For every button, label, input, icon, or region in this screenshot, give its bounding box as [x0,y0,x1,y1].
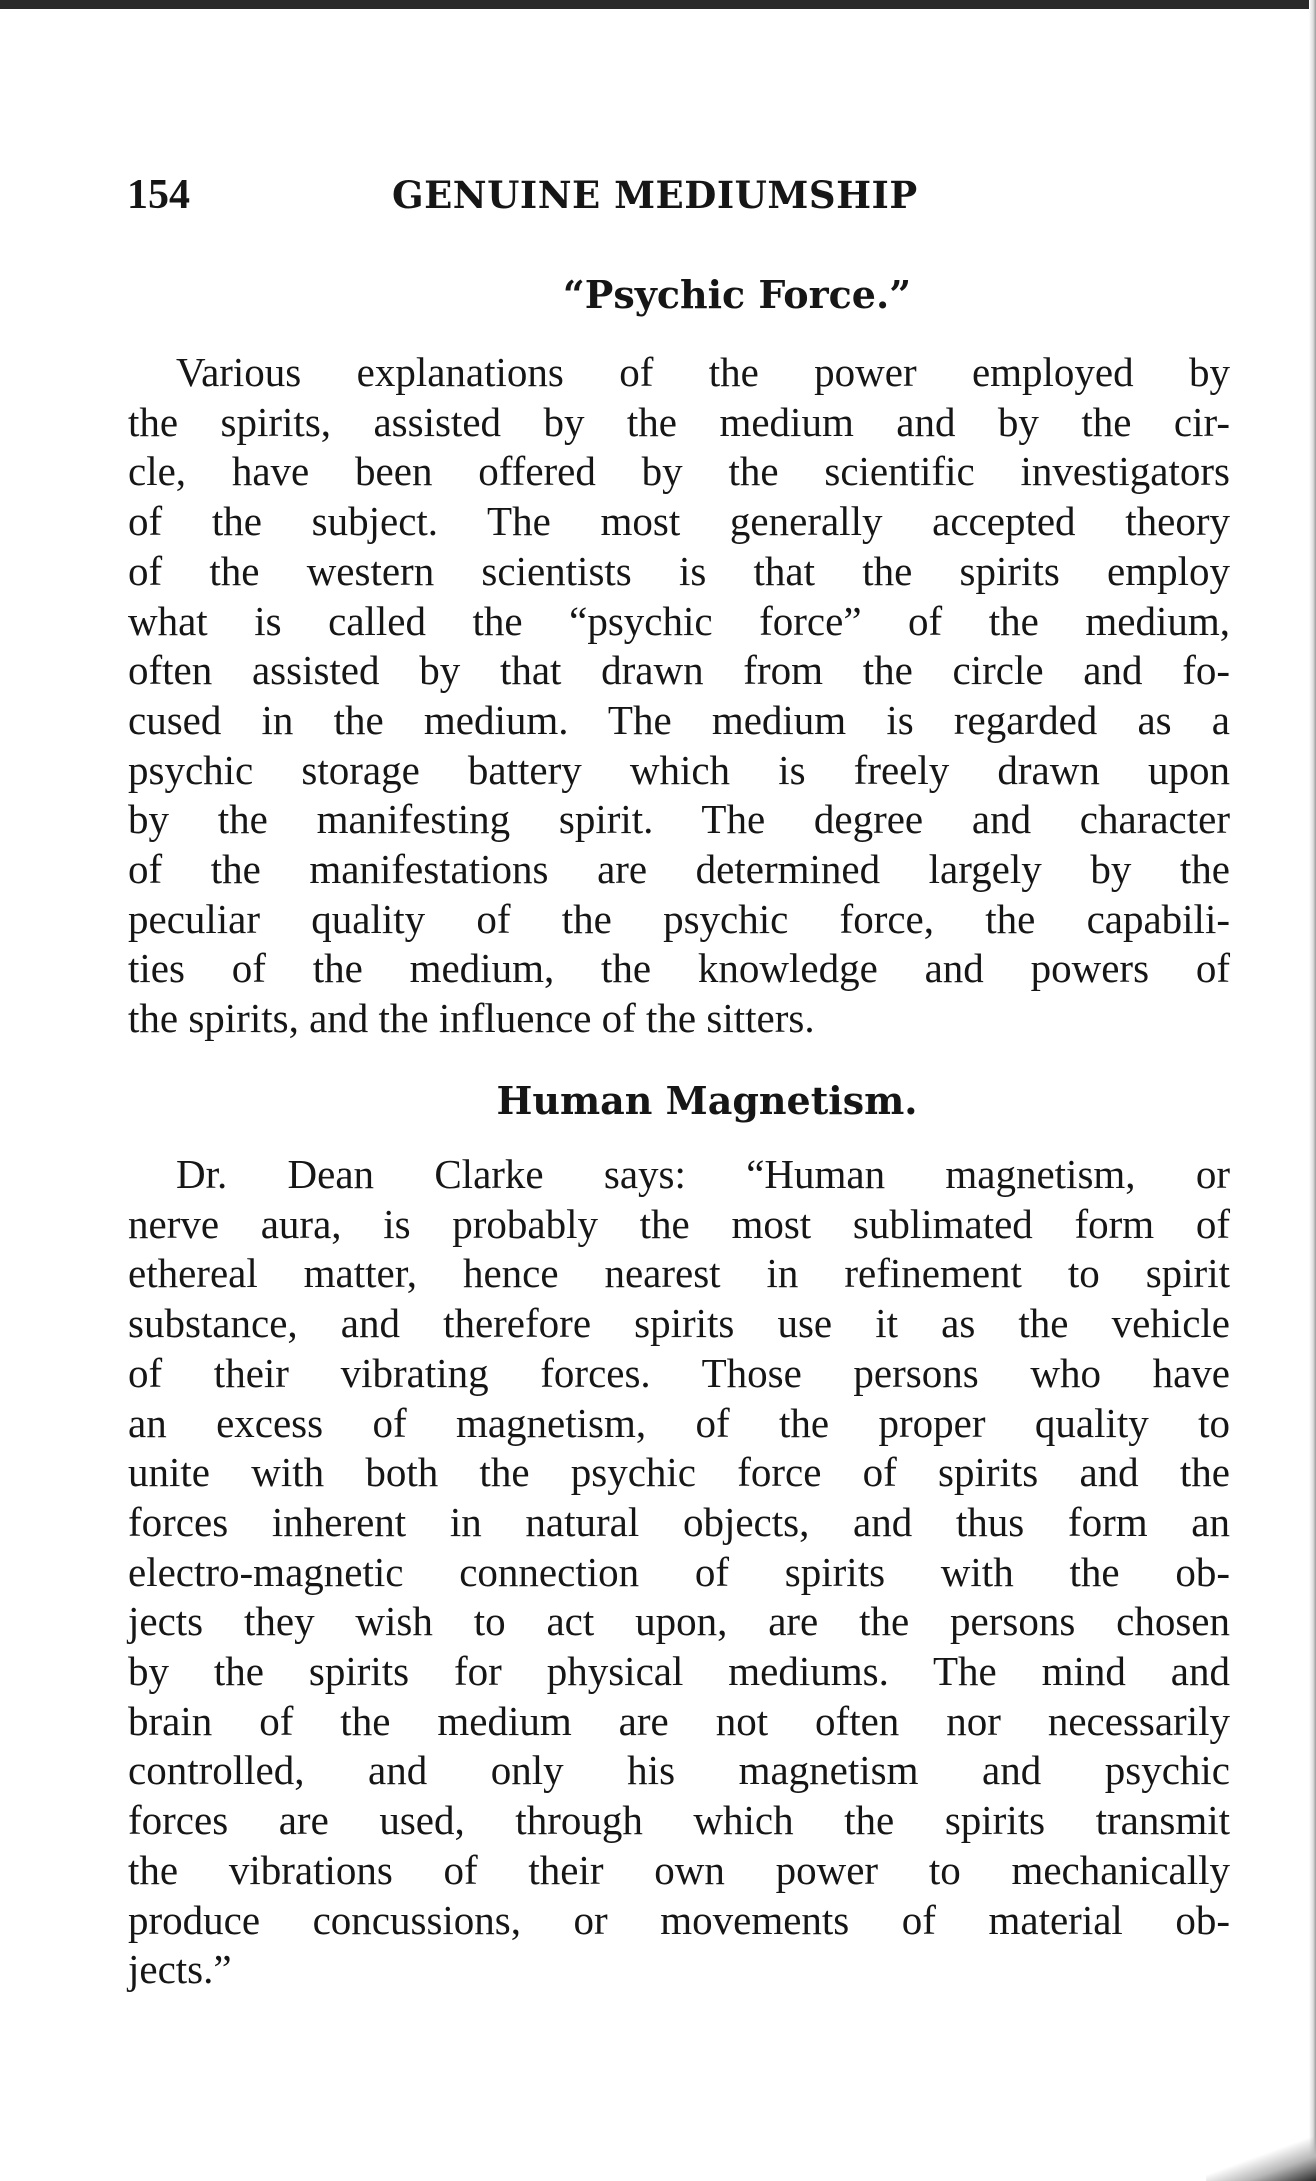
text-line: produce concussions, or movements of material ob- [128,1896,1230,1943]
page-number: 154 [127,172,190,218]
text-line: the spirits, and the influence of the sitters. [128,995,815,1042]
section-heading-human-magnetism: Human Magnetism. [496,1078,918,1123]
text-line: substance, and therefore spirits use it as the vehicle [128,1300,1230,1347]
text-line: ethereal matter, hence nearest in refinement to spirit [128,1250,1230,1297]
text-line: of the western scientists is that the spirits employ [128,547,1230,594]
paragraph-human-magnetism [128,1150,1230,1995]
page-right-edge [1309,0,1316,2181]
text-line: nerve aura, is probably the most sublimated form of [128,1200,1230,1247]
text-line: by the spirits for physical mediums. The mind and [128,1648,1230,1695]
text-line: unite with both the psychic force of spirits and the [128,1449,1230,1496]
text-line: of the manifestations are determined largely by the [128,846,1230,893]
text-line: peculiar quality of the psychic force, the capabili- [128,895,1230,942]
book-title: GENUINE MEDIUMSHIP [392,173,918,217]
text-line: jects they wish to act upon, are the persons chosen [128,1598,1230,1645]
text-line: forces inherent in natural objects, and thus form an [128,1498,1230,1545]
text-line: brain of the medium are not often nor necessarily [128,1697,1230,1744]
text-line: forces are used, through which the spirits transmit [128,1797,1230,1844]
paragraph-psychic-force [128,348,1230,1044]
text-line: by the manifesting spirit. The degree and character [128,796,1230,843]
running-header [127,165,1207,225]
section-heading-psychic-force: “Psychic Force.” [562,272,912,317]
text-line: jects.” [128,1946,232,1993]
page-corner-shadow [1206,2137,1316,2181]
text-line: what is called the “psychic force” of the medium, [128,597,1230,644]
page-top-edge [0,0,1316,9]
text-line: cused in the medium. The medium is regarded as a [128,696,1230,743]
text-line: the vibrations of their own power to mechanically [128,1846,1230,1893]
text-line: Dr. Dean Clarke says: “Human magnetism, or [176,1151,1230,1197]
text-line: the spirits, assisted by the medium and by the cir- [128,398,1230,445]
text-line: of their vibrating forces. Those persons who have [128,1349,1230,1396]
text-line: often assisted by that drawn from the circle and fo- [128,647,1230,694]
text-line: of the subject. The most generally accepted theory [128,498,1230,545]
text-line: an excess of magnetism, of the proper quality to [128,1399,1230,1446]
text-line: Various explanations of the power employed by [176,349,1230,395]
text-line: ties of the medium, the knowledge and powers of [128,945,1230,992]
text-line: controlled, and only his magnetism and psychic [128,1747,1230,1794]
text-line: cle, have been offered by the scientific investigators [128,448,1230,495]
text-line: psychic storage battery which is freely drawn upon [128,746,1230,793]
text-line: electro-magnetic connection of spirits with the ob- [128,1548,1230,1595]
